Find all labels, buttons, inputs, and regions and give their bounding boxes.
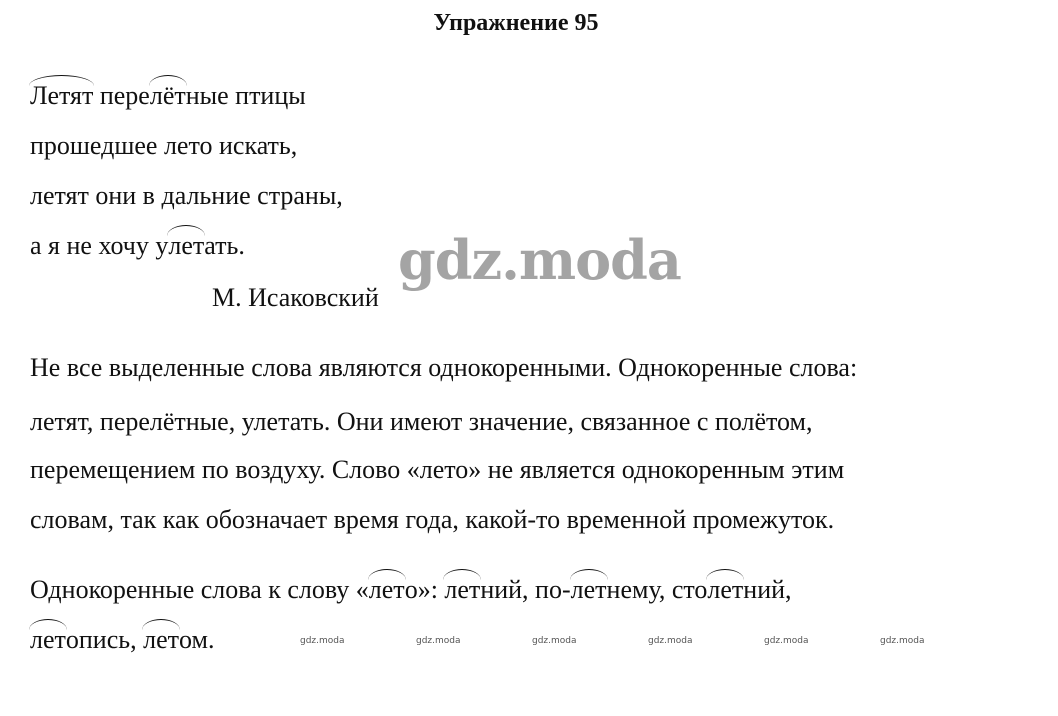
para-text: ний, по- xyxy=(480,575,571,604)
para-text: ний, xyxy=(743,575,792,604)
poem-text: ные птицы xyxy=(185,81,306,110)
poem-line-1 xyxy=(30,80,306,112)
poem-line-3: летят они в дальние страны, xyxy=(30,181,343,210)
exercise-title: Упражнение 95 xyxy=(433,10,599,36)
watermark-logo: gdz.moda xyxy=(398,228,681,292)
root-mark: лет xyxy=(30,625,66,654)
root-mark: лет xyxy=(444,575,481,604)
poem-line-4 xyxy=(30,230,245,262)
poem-text: а я не хочу у xyxy=(30,231,169,260)
small-watermark: gdz.moda xyxy=(764,636,809,646)
paragraph-1-line-1: Не все выделенные слова являются однокоренными. Однокоренные слова: xyxy=(30,353,858,382)
small-watermark: gdz.moda xyxy=(532,636,577,646)
root-mark: лёт xyxy=(149,81,186,110)
paragraph-1-line-2: летят, перелётные, улетать. Они имеют значение, связанное с полётом, xyxy=(30,407,813,436)
poem-text: пере xyxy=(93,81,150,110)
root-mark: лет xyxy=(143,625,180,654)
para-text: ом. xyxy=(179,625,215,654)
root-mark: лет xyxy=(570,575,607,604)
small-watermark: gdz.moda xyxy=(416,636,461,646)
poem-author: М. Исаковский xyxy=(212,283,379,312)
paragraph-1-line-4: словам, так как обозначает время года, какой-то временной промежуток. xyxy=(30,505,835,534)
para-text: нему, сто xyxy=(606,575,708,604)
paragraph-1-line-3: перемещением по воздуху. Слово «лето» не является однокоренным этим xyxy=(30,455,845,484)
root-mark: лет xyxy=(168,231,205,260)
root-mark: лет xyxy=(707,575,744,604)
poem-line-2: прошедшее лето искать, xyxy=(30,131,298,160)
paragraph-2-line-2 xyxy=(30,624,214,656)
root-mark: Летят xyxy=(30,81,94,110)
para-text: опись, xyxy=(65,625,144,654)
paragraph-2-line-1 xyxy=(30,574,792,606)
small-watermark: gdz.moda xyxy=(880,636,925,646)
para-text: Однокоренные слова к слову « xyxy=(30,575,369,604)
poem-text: ать. xyxy=(204,231,245,260)
root-mark: лет xyxy=(368,575,405,604)
small-watermark: gdz.moda xyxy=(300,636,345,646)
small-watermark: gdz.moda xyxy=(648,636,693,646)
para-text: о»: xyxy=(404,575,445,604)
